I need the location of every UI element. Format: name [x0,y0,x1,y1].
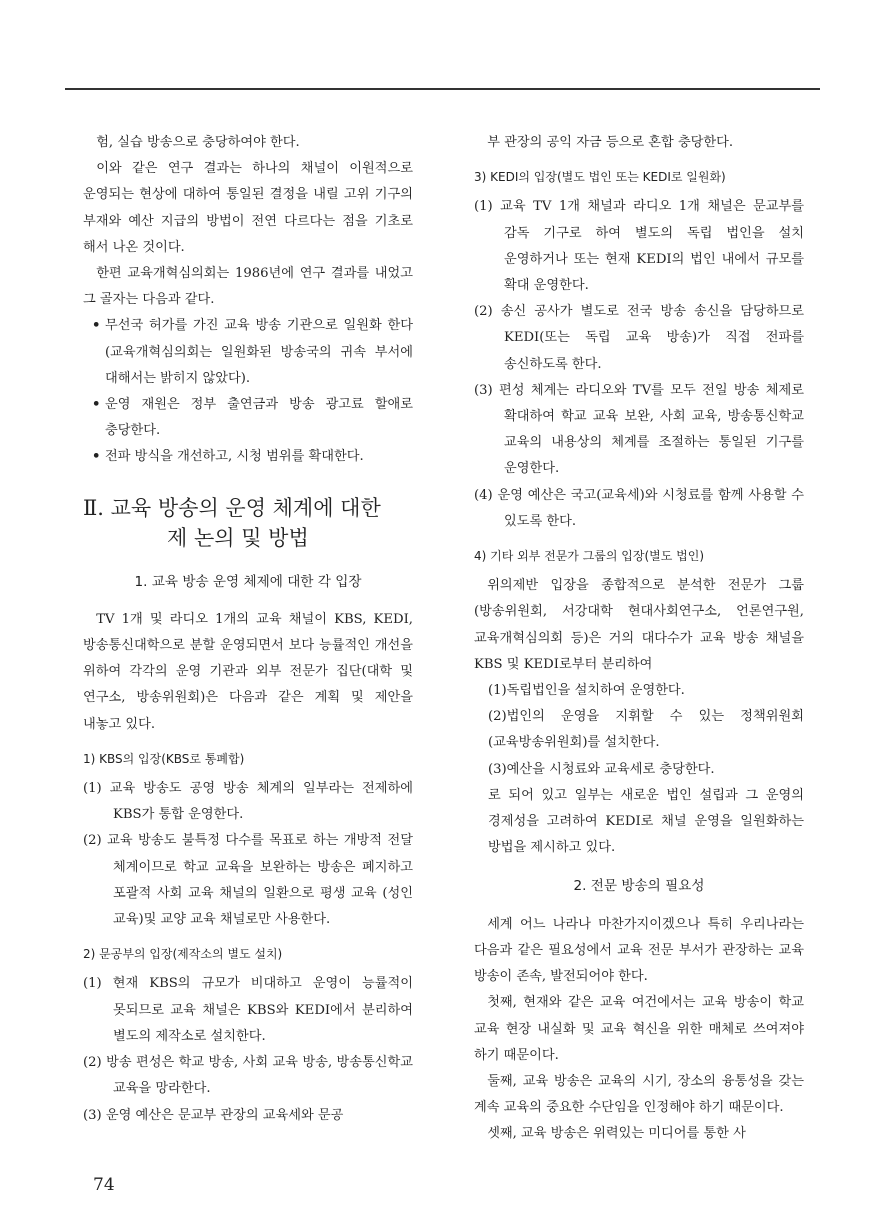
paragraph: 이와 같은 연구 결과는 하나의 채널이 이원적으로 운영되는 현상에 대하여 통일된 결정을 내릴 고위 기구의 부재와 예산 지급의 방법이 전연 다르다는 점을 기초로 해서 나온 것이다. [83,161,413,255]
section-title-line2: 제 논의 및 방법 [167,525,309,550]
numbered-item: (1)독립법인을 설치하여 운영한다. [488,683,685,699]
paragraph: 로 되어 있고 일부는 새로운 법인 설립과 그 운영의 경제성을 고려하여 KEDI로 채널 운영을 일원화하는 방법을 제시하고 있다. [488,787,804,856]
paragraph: 세계 어느 나라나 마찬가지이겠으나 특히 우리나라는 다음과 같은 필요성에서 교육 전문 부서가 관장하는 교육 방송이 존속, 발전되어야 한다. [474,916,804,985]
numbered-item: (3)예산을 시청료와 교육세로 충당한다. [488,761,715,777]
subsection-title: 1. 교육 방송 운영 체제에 대한 각 입장 [134,573,362,590]
paragraph: 위의제반 입장을 종합적으로 분석한 전문가 그룹 (방송위원회, 서강대학 현대사회연구소, 언론연구원, 교육개혁심의회 등)은 거의 대다수가 교육 방송 채널을 KBS 및 KEDI로부터 분리하여 [474,578,804,672]
position-heading-kedi: 3) KEDI의 입장(별도 법인 또는 KEDI로 일원화) [474,170,726,185]
paragraph: 첫째, 현재와 같은 교육 여건에서는 교육 방송이 학교 교육 현장 내실화 및 교육 혁신을 위한 매체로 쓰여져야 하기 때문이다. [474,995,804,1063]
bullet-item: • 무선국 허가를 가진 교육 방송 기관으로 일원화 한다(교육개혁심의회는 일원화된 방송국의 귀속 부서에 대해서는 밝히지 않았다). [83,313,413,392]
bullet-item: • 전파 방식을 개선하고, 시청 범위를 확대한다. [83,444,413,470]
bullet-item: • 운영 재원은 정부 출연금과 방송 광고료 할애로 충당한다. [83,392,413,444]
numbered-item: (2) 교육 방송도 불특정 다수를 목표로 하는 개방적 전달 체계이므로 학교 교육을 보완하는 방송은 폐지하고 포괄적 사회 교육 채널의 일환으로 평생 교육 (성인 교육)및 교양 교육 채널로만 사용한다. [83,833,413,928]
paragraph: 둘째, 교육 방송은 교육의 시기, 장소의 융통성을 갖는 계속 교육의 중요한 수단임을 인정해야 하기 때문이다. [474,1073,804,1116]
paragraph: 한편 교육개혁심의회는 1986년에 연구 결과를 내었고 그 골자는 다음과 같다. [83,266,413,308]
right-column [474,130,804,1148]
position-heading-kbs: 1) KBS의 입장(KBS로 통폐합) [83,751,245,766]
numbered-item: (1) 교육 방송도 공영 방송 체계의 일부라는 전제하에 KBS가 통합 운영한다. [83,781,413,823]
position-heading-external: 4) 기타 외부 전문가 그룹의 입장(별도 법인) [474,549,705,564]
paragraph: 부 관장의 공익 자금 등으로 혼합 충당한다. [487,135,734,150]
numbered-item: (1) 교육 TV 1개 채널과 라디오 1개 채널은 문교부를 감독 기구로 하여 별도의 독립 법인을 설치 운영하거나 또는 현재 KEDI의 법인 내에서 규모를 확대 운영한다. [474,199,804,294]
header-rule [65,88,820,90]
numbered-item: (2)법인의 운영을 지휘할 수 있는 정책위원회 (교육방송위원회)를 설치한다. [488,709,804,751]
subsection-title: 2. 전문 방송의 필요성 [573,878,705,895]
section-title-line1: Ⅱ. 교육 방송의 운영 체계에 대한 [83,495,381,520]
paragraph: 험, 실습 방송으로 충당하여야 한다. [96,135,300,150]
numbered-item: (2) 송신 공사가 별도로 전국 방송 송신을 담당하므로 KEDI(또는 독립 교육 방송)가 직접 전파를 송신하도록 한다. [474,304,804,372]
numbered-item: (3) 운영 예산은 문교부 관장의 교육세와 문공 [83,1107,344,1123]
numbered-item: (3) 편성 체계는 라디오와 TV를 모두 전일 방송 체제로 확대하여 학교 교육 보완, 사회 교육, 방송통신학교 교육의 내용상의 체계를 조절하는 통일된 기구를 운영한다. [474,382,804,477]
numbered-item: (4) 운영 예산은 국고(교육세)와 시청료를 함께 사용할 수 있도록 한다. [474,487,804,529]
left-column [83,130,413,1129]
paragraph: 셋째, 교육 방송은 위력있는 미디어를 통한 사 [487,1126,746,1142]
page-number: 74 [93,1175,115,1195]
section-title [83,493,413,553]
numbered-item: (2) 방송 편성은 학교 방송, 사회 교육 방송, 방송통신학교 교육을 망라한다. [83,1055,413,1097]
paragraph: TV 1개 및 라디오 1개의 교육 채널이 KBS, KEDI, 방송통신대학으로 분할 운영되면서 보다 능률적인 개선을 위하여 각각의 운영 기관과 외부 전문가 집단(대학 및 연구소, 방송위원회)은 다음과 같은 계획 및 제안을 내놓고 있다. [83,611,413,732]
position-heading-moe: 2) 문공부의 입장(제작소의 별도 설치) [83,947,283,962]
numbered-item: (1) 현재 KBS의 규모가 비대하고 운영이 능률적이 못되므로 교육 채널은 KBS와 KEDI에서 분리하여 별도의 제작소로 설치한다. [83,976,413,1044]
